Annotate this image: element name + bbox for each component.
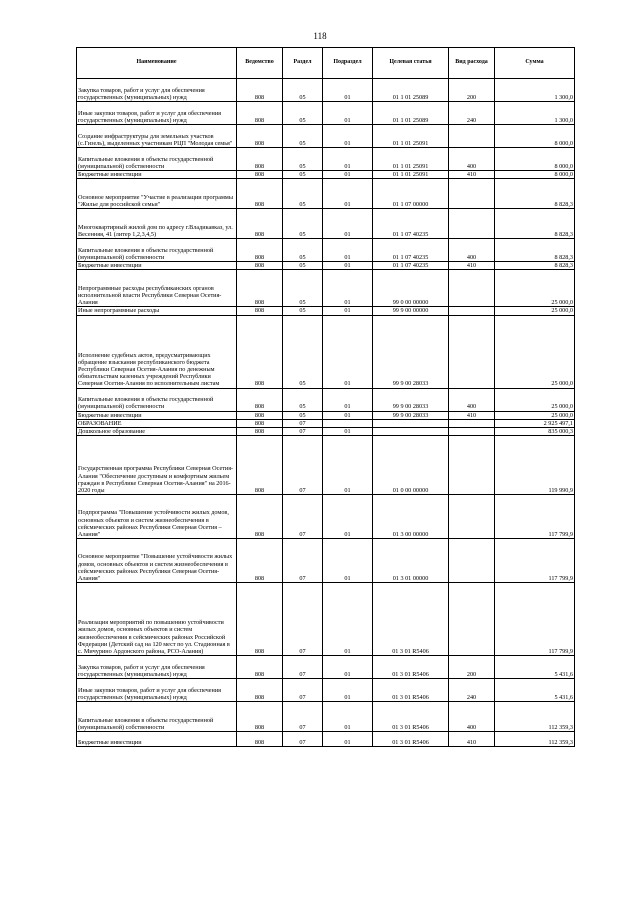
cell-amount: 8 000,0 <box>495 148 575 171</box>
cell-department: 808 <box>237 679 283 702</box>
cell-section: 05 <box>283 125 323 148</box>
cell-name: Бюджетные инвестиции <box>77 262 237 270</box>
cell-name: Закупка товаров, работ и услуг для обеспечения государственных (муниципальных) нужд <box>77 79 237 102</box>
cell-department: 808 <box>237 262 283 270</box>
cell-expense-type <box>449 315 495 388</box>
cell-amount: 8 828,3 <box>495 262 575 270</box>
cell-department: 808 <box>237 239 283 262</box>
cell-department: 808 <box>237 125 283 148</box>
cell-subsection: 01 <box>323 388 373 411</box>
cell-subsection: 01 <box>323 125 373 148</box>
cell-subsection <box>323 419 373 427</box>
cell-target-article: 01 3 01 R5406 <box>373 583 449 656</box>
cell-expense-type <box>449 428 495 436</box>
cell-section: 07 <box>283 656 323 679</box>
cell-section: 05 <box>283 239 323 262</box>
cell-department: 808 <box>237 171 283 179</box>
table-row <box>77 270 575 307</box>
cell-section: 07 <box>283 702 323 732</box>
cell-target-article: 01 1 01 25091 <box>373 125 449 148</box>
cell-subsection: 01 <box>323 262 373 270</box>
cell-expense-type: 400 <box>449 702 495 732</box>
cell-target-article: 01 1 07 00000 <box>373 179 449 209</box>
table-row <box>77 102 575 125</box>
cell-target-article: 99 9 00 28033 <box>373 315 449 388</box>
cell-subsection: 01 <box>323 315 373 388</box>
cell-department: 808 <box>237 419 283 427</box>
cell-target-article <box>373 419 449 427</box>
cell-section: 07 <box>283 419 323 427</box>
cell-subsection: 01 <box>323 102 373 125</box>
table-row <box>77 495 575 539</box>
cell-target-article: 01 3 01 00000 <box>373 539 449 583</box>
cell-name: Реализация мероприятий по повышению устойчивости жилых домов, основных объектов и систем жизнеобеспечения в сейсмических районах Российской Федерации (Детский сад на 120 мест по ул. Стадионная в с. Мичурино Ардонского района, РСО-Алания) <box>77 583 237 656</box>
cell-expense-type <box>449 125 495 148</box>
cell-expense-type: 400 <box>449 388 495 411</box>
cell-subsection: 01 <box>323 307 373 315</box>
cell-target-article: 01 3 01 R5406 <box>373 679 449 702</box>
cell-target-article: 01 1 01 25089 <box>373 79 449 102</box>
cell-section: 05 <box>283 209 323 239</box>
cell-amount: 25 000,0 <box>495 270 575 307</box>
header-name: Наименование <box>77 48 237 79</box>
table-row <box>77 179 575 209</box>
table-row <box>77 148 575 171</box>
table-row <box>77 436 575 495</box>
cell-expense-type <box>449 583 495 656</box>
cell-target-article: 01 1 07 40235 <box>373 209 449 239</box>
cell-amount: 119 990,9 <box>495 436 575 495</box>
table-row <box>77 79 575 102</box>
cell-subsection: 01 <box>323 171 373 179</box>
cell-name: Основное мероприятие "Участие в реализации программы "Жилье для российской семьи" <box>77 179 237 209</box>
cell-department: 808 <box>237 388 283 411</box>
cell-target-article: 01 1 01 25091 <box>373 171 449 179</box>
table-row <box>77 262 575 270</box>
cell-expense-type: 240 <box>449 679 495 702</box>
cell-section: 07 <box>283 732 323 747</box>
cell-name: ОБРАЗОВАНИЕ <box>77 419 237 427</box>
cell-department: 808 <box>237 179 283 209</box>
header-department: Ведомство <box>237 48 283 79</box>
cell-department: 808 <box>237 428 283 436</box>
cell-section: 05 <box>283 79 323 102</box>
cell-target-article: 01 3 01 R5406 <box>373 732 449 747</box>
header-subsection: Подраздел <box>323 48 373 79</box>
table-row <box>77 679 575 702</box>
cell-target-article: 01 1 01 25091 <box>373 148 449 171</box>
table-row <box>77 702 575 732</box>
table-header-row <box>77 48 575 79</box>
cell-amount: 117 799,9 <box>495 539 575 583</box>
table-row <box>77 428 575 436</box>
table-row <box>77 388 575 411</box>
cell-expense-type: 410 <box>449 171 495 179</box>
cell-amount: 8 000,0 <box>495 171 575 179</box>
cell-name: Капитальные вложения в объекты государственной (муниципальной) собственности <box>77 239 237 262</box>
cell-department: 808 <box>237 702 283 732</box>
cell-subsection: 01 <box>323 495 373 539</box>
cell-target-article: 01 1 07 40235 <box>373 239 449 262</box>
cell-expense-type: 400 <box>449 148 495 171</box>
cell-section: 07 <box>283 679 323 702</box>
cell-amount: 835 000,3 <box>495 428 575 436</box>
cell-expense-type <box>449 270 495 307</box>
cell-department: 808 <box>237 411 283 419</box>
cell-amount: 1 300,0 <box>495 79 575 102</box>
cell-expense-type: 200 <box>449 656 495 679</box>
cell-subsection: 01 <box>323 436 373 495</box>
table-row <box>77 419 575 427</box>
cell-name: Бюджетные инвестиции <box>77 171 237 179</box>
cell-name: Закупка товаров, работ и услуг для обеспечения государственных (муниципальных) нужд <box>77 656 237 679</box>
cell-name: Непрограммные расходы республиканских органов исполнительной власти Республики Северная Осетия-Алания <box>77 270 237 307</box>
cell-department: 808 <box>237 102 283 125</box>
cell-department: 808 <box>237 148 283 171</box>
header-section: Раздел <box>283 48 323 79</box>
cell-amount: 112 359,3 <box>495 732 575 747</box>
cell-name: Иные закупки товаров, работ и услуг для обеспечения государственных (муниципальных) нужд <box>77 102 237 125</box>
cell-expense-type <box>449 419 495 427</box>
table-row <box>77 125 575 148</box>
cell-amount: 112 359,3 <box>495 702 575 732</box>
cell-name: Иные непрограммные расходы <box>77 307 237 315</box>
cell-name: Создание инфраструктуры для земельных участков (с.Гизель), выделенных участникам РЦП "Молодая семья" <box>77 125 237 148</box>
cell-target-article: 01 1 07 40235 <box>373 262 449 270</box>
cell-subsection: 01 <box>323 428 373 436</box>
cell-target-article: 01 3 00 00000 <box>373 495 449 539</box>
cell-subsection: 01 <box>323 656 373 679</box>
cell-name: Капитальные вложения в объекты государственной (муниципальной) собственности <box>77 148 237 171</box>
cell-name: Капитальные вложения в объекты государственной (муниципальной) собственности <box>77 702 237 732</box>
cell-target-article: 99 9 00 28033 <box>373 411 449 419</box>
cell-section: 05 <box>283 388 323 411</box>
cell-subsection: 01 <box>323 270 373 307</box>
cell-amount: 5 431,6 <box>495 679 575 702</box>
cell-expense-type <box>449 495 495 539</box>
cell-name: Основное мероприятие "Повышение устойчивости жилых домов, основных объектов и систем жизнеобеспечения в сейсмических районах Республики Северная Осетия-Алания" <box>77 539 237 583</box>
cell-department: 808 <box>237 732 283 747</box>
cell-name: Бюджетные инвестиции <box>77 732 237 747</box>
cell-amount: 117 799,9 <box>495 583 575 656</box>
table-row <box>77 539 575 583</box>
cell-name: Подпрограмма "Повышение устойчивости жилых домов, основных объектов и систем жизнеобеспечения в сейсмических районах Республики Северная Осетия – Алания" <box>77 495 237 539</box>
cell-target-article: 99 9 00 28033 <box>373 388 449 411</box>
cell-expense-type: 400 <box>449 239 495 262</box>
cell-name: Многоквартирный жилой дом по адресу г.Владикавказ, ул. Весенняя, 41 (литер 1,2,3,4,5) <box>77 209 237 239</box>
table-row <box>77 171 575 179</box>
cell-name: Иные закупки товаров, работ и услуг для обеспечения государственных (муниципальных) нужд <box>77 679 237 702</box>
cell-department: 808 <box>237 436 283 495</box>
cell-department: 808 <box>237 270 283 307</box>
table-row <box>77 656 575 679</box>
cell-target-article: 01 3 01 R5406 <box>373 656 449 679</box>
cell-subsection: 01 <box>323 179 373 209</box>
cell-subsection: 01 <box>323 209 373 239</box>
cell-amount: 8 828,3 <box>495 179 575 209</box>
cell-target-article <box>373 428 449 436</box>
cell-department: 808 <box>237 209 283 239</box>
table-body <box>77 79 575 747</box>
cell-section: 05 <box>283 102 323 125</box>
table-row <box>77 209 575 239</box>
cell-subsection: 01 <box>323 702 373 732</box>
cell-subsection: 01 <box>323 148 373 171</box>
cell-department: 808 <box>237 495 283 539</box>
cell-section: 05 <box>283 179 323 209</box>
cell-expense-type: 410 <box>449 411 495 419</box>
cell-expense-type: 200 <box>449 79 495 102</box>
cell-section: 07 <box>283 436 323 495</box>
cell-department: 808 <box>237 539 283 583</box>
cell-amount: 5 431,6 <box>495 656 575 679</box>
cell-subsection: 01 <box>323 539 373 583</box>
cell-subsection: 01 <box>323 239 373 262</box>
cell-expense-type: 410 <box>449 732 495 747</box>
cell-department: 808 <box>237 583 283 656</box>
cell-amount: 8 828,3 <box>495 209 575 239</box>
cell-amount: 25 000,0 <box>495 307 575 315</box>
table-row <box>77 315 575 388</box>
cell-target-article: 01 1 01 25089 <box>373 102 449 125</box>
cell-amount: 25 000,0 <box>495 315 575 388</box>
header-amount: Сумма <box>495 48 575 79</box>
cell-section: 07 <box>283 583 323 656</box>
cell-subsection: 01 <box>323 411 373 419</box>
cell-section: 05 <box>283 315 323 388</box>
cell-section: 05 <box>283 171 323 179</box>
table-row <box>77 239 575 262</box>
cell-section: 07 <box>283 428 323 436</box>
table-row <box>77 411 575 419</box>
cell-subsection: 01 <box>323 679 373 702</box>
cell-name: Капитальные вложения в объекты государственной (муниципальной) собственности <box>77 388 237 411</box>
cell-expense-type <box>449 539 495 583</box>
cell-expense-type: 240 <box>449 102 495 125</box>
cell-section: 05 <box>283 148 323 171</box>
cell-amount: 25 000,0 <box>495 411 575 419</box>
header-target-article: Целевая статья <box>373 48 449 79</box>
cell-section: 05 <box>283 307 323 315</box>
cell-section: 07 <box>283 495 323 539</box>
cell-section: 07 <box>283 539 323 583</box>
budget-table <box>76 47 575 747</box>
table-row <box>77 732 575 747</box>
cell-expense-type <box>449 436 495 495</box>
cell-target-article: 99 0 00 00000 <box>373 270 449 307</box>
cell-section: 05 <box>283 270 323 307</box>
cell-expense-type <box>449 179 495 209</box>
cell-section: 05 <box>283 262 323 270</box>
cell-amount: 8 828,3 <box>495 239 575 262</box>
cell-expense-type <box>449 307 495 315</box>
cell-subsection: 01 <box>323 79 373 102</box>
cell-department: 808 <box>237 79 283 102</box>
cell-expense-type: 410 <box>449 262 495 270</box>
table-row <box>77 583 575 656</box>
cell-amount: 25 000,0 <box>495 388 575 411</box>
header-expense-type: Вид расхода <box>449 48 495 79</box>
cell-name: Государственная программа Республики Северная Осетия-Алания "Обеспечение доступным и комфортным жильем граждан в Республике Северная Осетия-Алания" на 2016-2020 годы <box>77 436 237 495</box>
cell-department: 808 <box>237 307 283 315</box>
cell-amount: 8 000,0 <box>495 125 575 148</box>
cell-target-article: 01 0 00 00000 <box>373 436 449 495</box>
cell-target-article: 01 3 01 R5406 <box>373 702 449 732</box>
cell-target-article: 99 9 00 00000 <box>373 307 449 315</box>
cell-section: 05 <box>283 411 323 419</box>
cell-department: 808 <box>237 656 283 679</box>
table-row <box>77 307 575 315</box>
cell-name: Бюджетные инвестиции <box>77 411 237 419</box>
cell-name: Дошкольное образование <box>77 428 237 436</box>
cell-amount: 1 300,0 <box>495 102 575 125</box>
cell-amount: 2 925 497,1 <box>495 419 575 427</box>
cell-department: 808 <box>237 315 283 388</box>
cell-amount: 117 799,9 <box>495 495 575 539</box>
cell-subsection: 01 <box>323 583 373 656</box>
cell-name: Исполнение судебных актов, предусматривающих обращение взыскания республиканского бюджета Республики Северная Осетия-Алания по денежным обязательствам казенных учреждений Республики Северная Осетия-Алания по исполнительным листам <box>77 315 237 388</box>
page-number: 118 <box>313 31 327 41</box>
cell-subsection: 01 <box>323 732 373 747</box>
cell-expense-type <box>449 209 495 239</box>
